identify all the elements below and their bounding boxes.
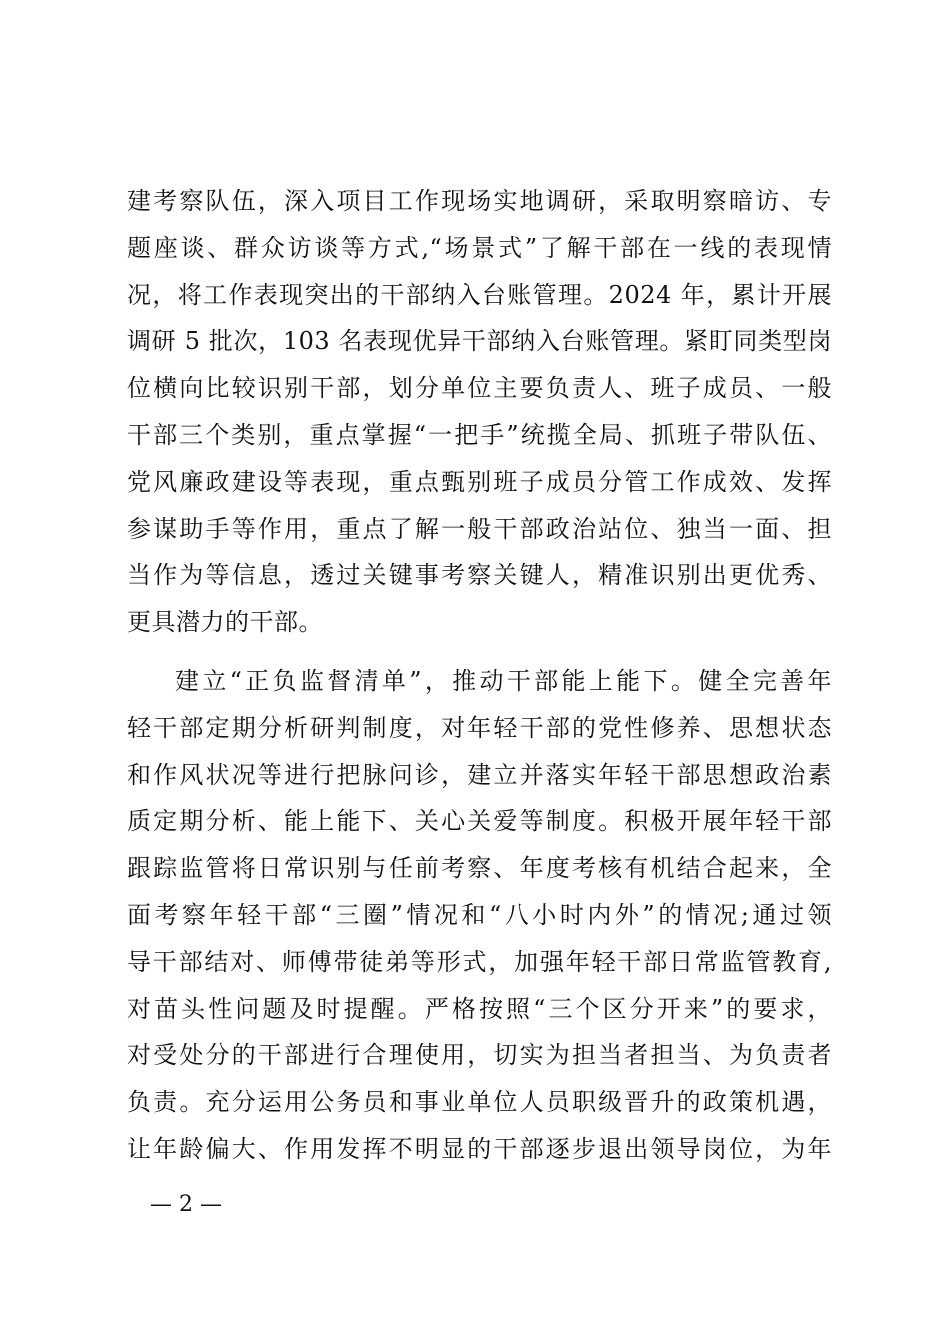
- text-line: 让年龄偏大、作用发挥不明显的干部逐步退出领导岗位，为年: [127, 1134, 832, 1163]
- paragraph-1: [127, 178, 832, 646]
- text-line: 当作为等信息，透过关键事考察关键人，精准识别出更优秀、: [127, 561, 832, 590]
- text-line: 跟踪监管将日常识别与任前考察、年度考核有机结合起来，全: [127, 854, 832, 883]
- text-line: 对受处分的干部进行合理使用，切实为担当者担当、为负责者: [127, 1041, 832, 1070]
- text-line: 质定期分析、能上能下、关心关爱等制度。积极开展年轻干部: [127, 807, 832, 836]
- text-line: 干部三个类别，重点掌握“一把手”统揽全局、抓班子带队伍、: [127, 420, 832, 449]
- page-number: — 2 —: [150, 1192, 222, 1217]
- text-line: 更具潜力的干部。: [127, 608, 323, 637]
- text-line: 况，将工作表现突出的干部纳入台账管理。2024 年，累计开展: [127, 280, 832, 309]
- text-line: 面考察年轻干部“三圈”情况和“八小时内外”的情况;通过领: [127, 900, 832, 929]
- text-line: 党风廉政建设等表现，重点甄别班子成员分管工作成效、发挥: [127, 467, 832, 496]
- paragraph-2: [127, 658, 832, 1173]
- text-line: 导干部结对、师傅带徒弟等形式，加强年轻干部日常监管教育,: [127, 947, 832, 976]
- text-line: 建考察队伍，深入项目工作现场实地调研，采取明察暗访、专: [127, 187, 832, 215]
- text-line: 位横向比较识别干部，划分单位主要负责人、班子成员、一般: [127, 374, 832, 403]
- body-text: [127, 178, 832, 1173]
- text-line-indented: 建立“正负监督清单”，推动干部能上能下。健全完善年: [175, 666, 832, 695]
- text-line: 轻干部定期分析研判制度，对年轻干部的党性修养、思想状态: [127, 713, 832, 742]
- text-line: 题座谈、群众访谈等方式,“场景式”了解干部在一线的表现情: [127, 233, 832, 262]
- text-line: 对苗头性问题及时提醒。严格按照“三个区分开来”的要求，: [127, 994, 832, 1023]
- text-line: 调研 5 批次，103 名表现优异干部纳入台账管理。紧盯同类型岗: [127, 327, 832, 356]
- text-line: 参谋助手等作用，重点了解一般干部政治站位、独当一面、担: [127, 514, 832, 543]
- paragraph-spacing: [127, 646, 832, 658]
- text-line: 负责。充分运用公务员和事业单位人员职级晋升的政策机遇，: [127, 1088, 832, 1117]
- text-line: 和作风状况等进行把脉问诊，建立并落实年轻干部思想政治素: [127, 760, 832, 789]
